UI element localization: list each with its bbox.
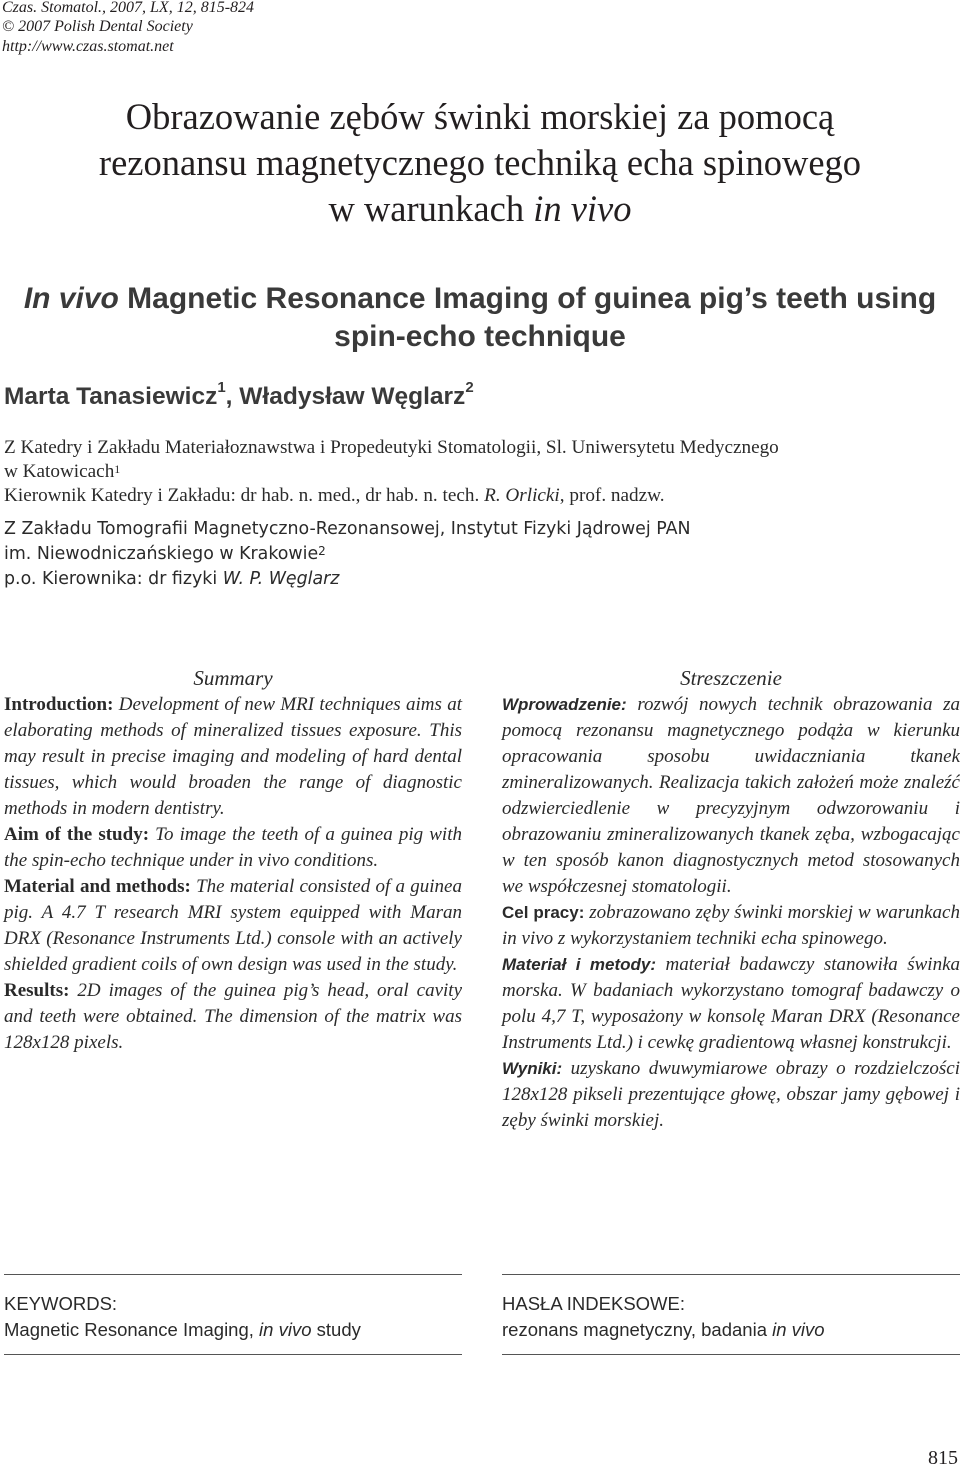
affiliation-2-head <box>4 567 691 592</box>
summary-introduction-text: Development of new MRI techniques aims at elaborating methods of mineralized tissues exposure. This may result in precise imaging and modeling of hard dental tissues, which would broaden the range of diagnostic methods in modern dentistry. <box>4 694 462 819</box>
title-polish-in-vivo: in vivo <box>533 188 632 229</box>
keywords-text-end: study <box>311 1319 361 1340</box>
affiliation-1-line-1: Z Katedry i Zakładu Materiałoznawstwa i Propedeutyki Stomatologii, Sl. Uniwersytetu Medycznego <box>4 437 779 458</box>
summary-heading: Summary <box>193 666 273 690</box>
keywords-in-vivo: in vivo <box>259 1319 312 1340</box>
affiliation-1-head-name: R. Orlicki <box>484 485 560 506</box>
streszczenie-column <box>502 664 960 1134</box>
hasla-in-vivo: in vivo <box>772 1319 825 1340</box>
title-polish <box>0 94 960 232</box>
title-polish-line-1: Obrazowanie zębów świnki morskiej za pomocą <box>125 96 835 137</box>
journal-citation: Czas. Stomatol., 2007, LX, 12, 815-824 <box>2 0 255 16</box>
affiliation-1-head <box>4 484 779 508</box>
affiliation-1 <box>4 436 779 508</box>
page-number: 815 <box>928 1447 958 1469</box>
summary-aim-label: Aim of the study: <box>4 824 150 845</box>
affiliation-2-head-name: W. P. Węglarz <box>222 569 340 589</box>
streszczenie-results <box>502 1056 960 1134</box>
author-list <box>4 379 474 412</box>
affiliation-2-institute: im. Niewodniczańskiego w Krakowie <box>4 544 319 564</box>
streszczenie-heading: Streszczenie <box>680 666 782 690</box>
title-english-line-2: spin-echo technique <box>334 320 626 353</box>
author-name-1: Marta Tanasiewicz <box>4 383 218 410</box>
journal-url[interactable]: http://www.czas.stomat.net <box>2 38 174 55</box>
streszczenie-results-text: uzyskano dwuwymiarowe obrazy o rozdzielczości 128x128 pikseli prezentujące głowę, obszar jamy gębowej i zęby świnki morskiej. <box>502 1058 960 1131</box>
streszczenie-introduction <box>502 692 960 900</box>
title-english-line-1 <box>0 280 960 318</box>
streszczenie-introduction-text: rozwój nowych technik obrazowania za pomocą rezonansu magnetycznego podąża w kierunku opracowania sposobu uwidaczniania tkanek zmineralizowanych. Realizacja takich założeń może znaleźć odzwierciedlenie w precyzyjnym odwzorowaniu i obrazowaniu zmineralizowanych tkanek zęba, wzbogacając w ten sposób kanon diagnostycznych metod stosowanych we współczesnej stomatologii. <box>502 694 960 897</box>
hasla-heading: HASŁA INDEKSOWE: <box>502 1293 685 1314</box>
affiliation-1-head-rank: , prof. nadzw. <box>559 485 665 506</box>
author-affiliation-mark-2: 2 <box>465 379 474 396</box>
affiliation-1-mark: 1 <box>114 462 121 476</box>
summary-results-text: 2D images of the guinea pig’s head, oral cavity and teeth were obtained. The dimension of the matrix was 128x128 pixels. <box>4 980 462 1053</box>
keywords-heading: KEYWORDS: <box>4 1293 118 1314</box>
affiliation-2-line-1: Z Zakładu Tomografii Magnetyczno-Rezonansowej, Instytut Fizyki Jądrowej PAN <box>4 519 691 539</box>
summary-methods-text: The material consisted of a guinea pig. A 4.7 T research MRI system equipped with Maran DRX (Resonance Instruments Ltd.) console with an actively shielded gradient coils of own design was used in the study. <box>4 876 462 975</box>
summary-aim-text: To image the teeth of a guinea pig with the spin-echo technique under in vivo conditions. <box>4 824 462 871</box>
summary-results-label: Results: <box>4 980 70 1001</box>
streszczenie-methods-text: materiał badawczy stanowiła świnka morska. W badaniach wykorzystano tomograf badawczy o polu 4,7 T, wyposażony w konsolę Maran DRX (Resonance Instruments Ltd.) i cewkę gradientową własnej konstrukcji. <box>502 954 960 1053</box>
author-separator: , <box>225 383 240 410</box>
streszczenie-aim <box>502 900 960 952</box>
affiliation-1-city: w Katowicach <box>4 461 115 482</box>
title-polish-line-3-text: w warunkach <box>328 188 534 229</box>
affiliation-1-line-2 <box>4 460 779 484</box>
author-name-2: Władysław Węglarz <box>239 383 466 410</box>
title-polish-line-2: rezonansu magnetycznego techniką echa spinowego <box>98 142 862 183</box>
summary-results <box>4 978 462 1056</box>
summary-methods <box>4 874 462 978</box>
title-english-in-vivo: In vivo <box>23 282 119 315</box>
hasla-text <box>502 1318 825 1342</box>
keywords-top-rule <box>4 1274 462 1275</box>
hasla-top-rule <box>502 1274 960 1275</box>
author-affiliation-mark-1: 1 <box>217 379 226 396</box>
journal-copyright: © 2007 Polish Dental Society <box>2 18 193 35</box>
streszczenie-methods-label: Materiał i metody: <box>502 955 657 974</box>
affiliation-1-head-title: Kierownik Katedry i Zakładu: dr hab. n. med., dr hab. n. tech. <box>4 485 485 506</box>
summary-aim <box>4 822 462 874</box>
affiliation-2-line-2 <box>4 542 691 567</box>
streszczenie-methods <box>502 952 960 1056</box>
title-english <box>0 280 960 356</box>
affiliation-2-mark: 2 <box>318 544 326 558</box>
title-english-line-1-text: Magnetic Resonance Imaging of guinea pig’s teeth using <box>118 282 937 315</box>
summary-methods-label: Material and methods: <box>4 876 191 897</box>
streszczenie-aim-label: Cel pracy: <box>502 903 585 922</box>
keywords-bottom-rule <box>4 1354 462 1355</box>
keywords-text-main: Magnetic Resonance Imaging, <box>4 1319 260 1340</box>
hasla-bottom-rule <box>502 1354 960 1355</box>
hasla-text-main: rezonans magnetyczny, badania <box>502 1319 773 1340</box>
affiliation-2 <box>4 517 691 592</box>
summary-introduction <box>4 692 462 822</box>
summary-column <box>4 664 462 1056</box>
streszczenie-results-label: Wyniki: <box>502 1059 563 1078</box>
streszczenie-aim-text: zobrazowano zęby świnki morskiej w warunkach in vivo z wykorzystaniem techniki echa spinowego. <box>502 902 960 949</box>
title-polish-line-3 <box>0 186 960 232</box>
streszczenie-introduction-label: Wprowadzenie: <box>502 695 627 714</box>
affiliation-2-head-title: p.o. Kierownika: dr fizyki <box>4 569 223 589</box>
summary-introduction-label: Introduction: <box>4 694 114 715</box>
keywords-text <box>4 1318 361 1342</box>
